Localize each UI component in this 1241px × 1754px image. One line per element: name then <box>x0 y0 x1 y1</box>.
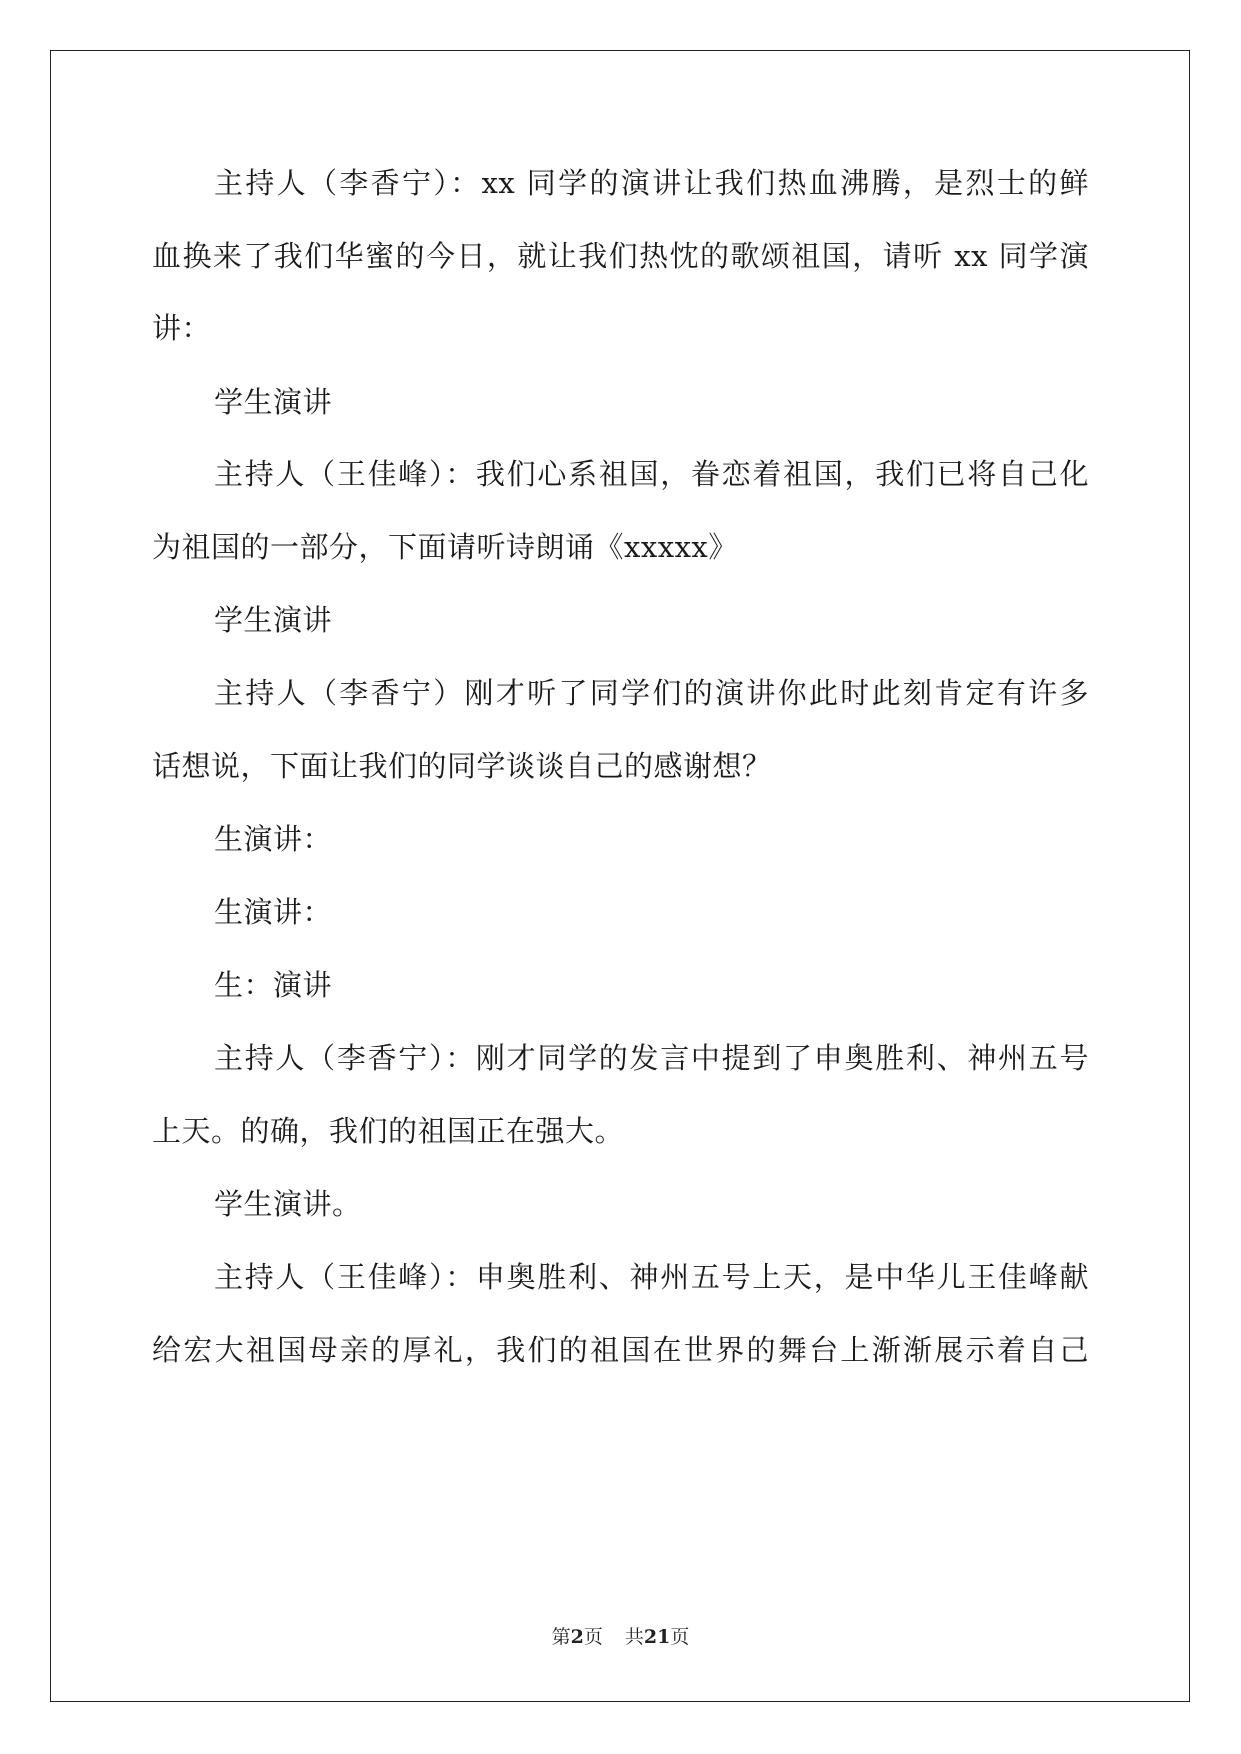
footer-page-suffix: 页 <box>583 1626 603 1648</box>
text-line: 为祖国的一部分，下面请听诗朗诵《xxxxx》 <box>152 530 738 564</box>
text-line: 生演讲： <box>214 895 333 929</box>
text-line: 主持人（李香宁）：刚才同学的发言中提到了申奥胜利、神州五号 <box>214 1041 1089 1075</box>
text-line: 话想说，下面让我们的同学谈谈自己的感谢想？ <box>152 749 772 783</box>
text-line: 学生演讲 <box>214 603 333 637</box>
footer-total-pages: 21 <box>643 1626 671 1648</box>
text-line: 主持人（李香宁）：xx 同学的演讲让我们热血沸腾，是烈士的鲜 <box>214 166 1089 200</box>
text-line: 学生演讲 <box>214 385 333 419</box>
page-footer <box>0 1625 1241 1649</box>
page-border <box>50 50 1190 1702</box>
text-line: 生演讲： <box>214 822 333 856</box>
footer-page-number: 2 <box>570 1626 584 1648</box>
footer-total-suffix: 页 <box>670 1626 690 1648</box>
text-line: 上天。的确，我们的祖国正在强大。 <box>152 1114 625 1148</box>
text-line: 学生演讲。 <box>214 1187 362 1221</box>
footer-page-prefix: 第 <box>551 1626 571 1648</box>
footer-total-prefix: 共 <box>624 1626 644 1648</box>
text-line: 主持人（王佳峰）：申奥胜利、神州五号上天，是中华儿王佳峰献 <box>214 1260 1089 1294</box>
text-line: 血换来了我们华蜜的今日，就让我们热忱的歌颂祖国，请听 xx 同学演 <box>152 239 1089 273</box>
text-line: 讲： <box>152 311 212 345</box>
text-line: 主持人（李香宁）刚才听了同学们的演讲你此时此刻肯定有许多 <box>214 676 1089 710</box>
text-line: 给宏大祖国母亲的厚礼，我们的祖国在世界的舞台上渐渐展示着自己 <box>152 1333 1089 1367</box>
text-line: 生：演讲 <box>214 968 333 1002</box>
text-line: 主持人（王佳峰）：我们心系祖国，眷恋着祖国，我们已将自己化 <box>214 457 1089 491</box>
